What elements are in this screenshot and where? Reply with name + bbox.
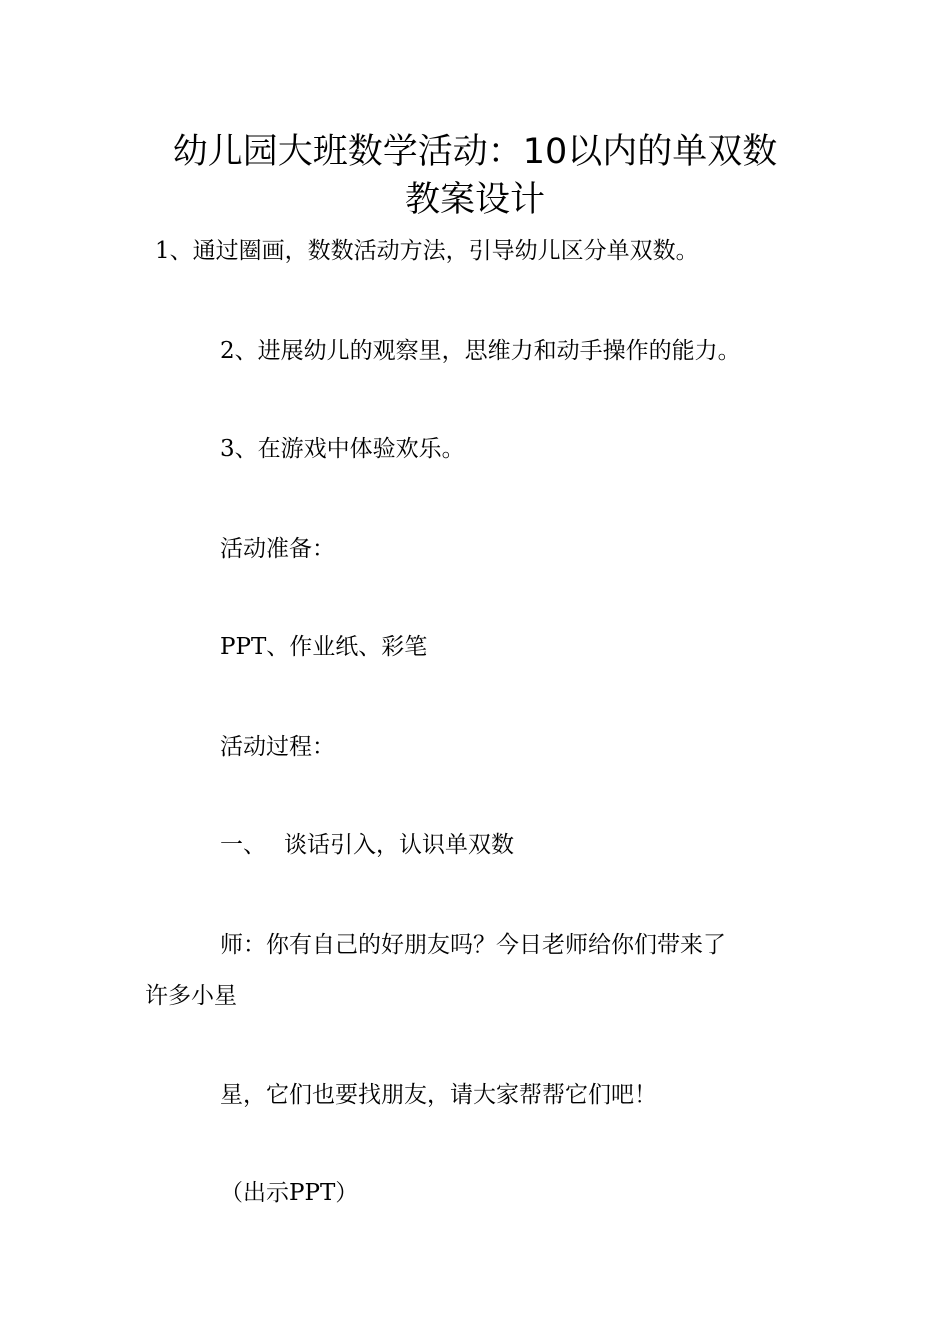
preparation-items: PPT、作业纸、彩笔 xyxy=(220,634,428,660)
teacher-line-1-wrap: 许多小星 xyxy=(145,983,237,1009)
show-ppt-note: （出示PPT） xyxy=(220,1180,359,1206)
aim-item-3: 3、在游戏中体验欢乐。 xyxy=(220,436,465,462)
process-heading: 活动过程： xyxy=(220,734,335,760)
preparation-heading: 活动准备： xyxy=(220,536,335,562)
teacher-line-1: 师：你有自己的好朋友吗？今日老师给你们带来了 xyxy=(220,932,726,958)
aim-item-1: 1、通过圈画，数数活动方法，引导幼儿区分单双数。 xyxy=(155,238,699,264)
section-1-number: 一、 xyxy=(220,832,266,858)
teacher-line-2: 星，它们也要找朋友，请大家帮帮它们吧！ xyxy=(220,1082,657,1108)
section-1-heading xyxy=(220,830,514,860)
document-title-line-1: 幼儿园大班数学活动：10以内的单双数 xyxy=(172,132,778,172)
section-1-title: 谈话引入，认识单双数 xyxy=(284,832,514,858)
document-title-line-2: 教案设计 xyxy=(404,180,545,220)
aim-item-2: 2、进展幼儿的观察里，思维力和动手操作的能力。 xyxy=(220,338,741,364)
